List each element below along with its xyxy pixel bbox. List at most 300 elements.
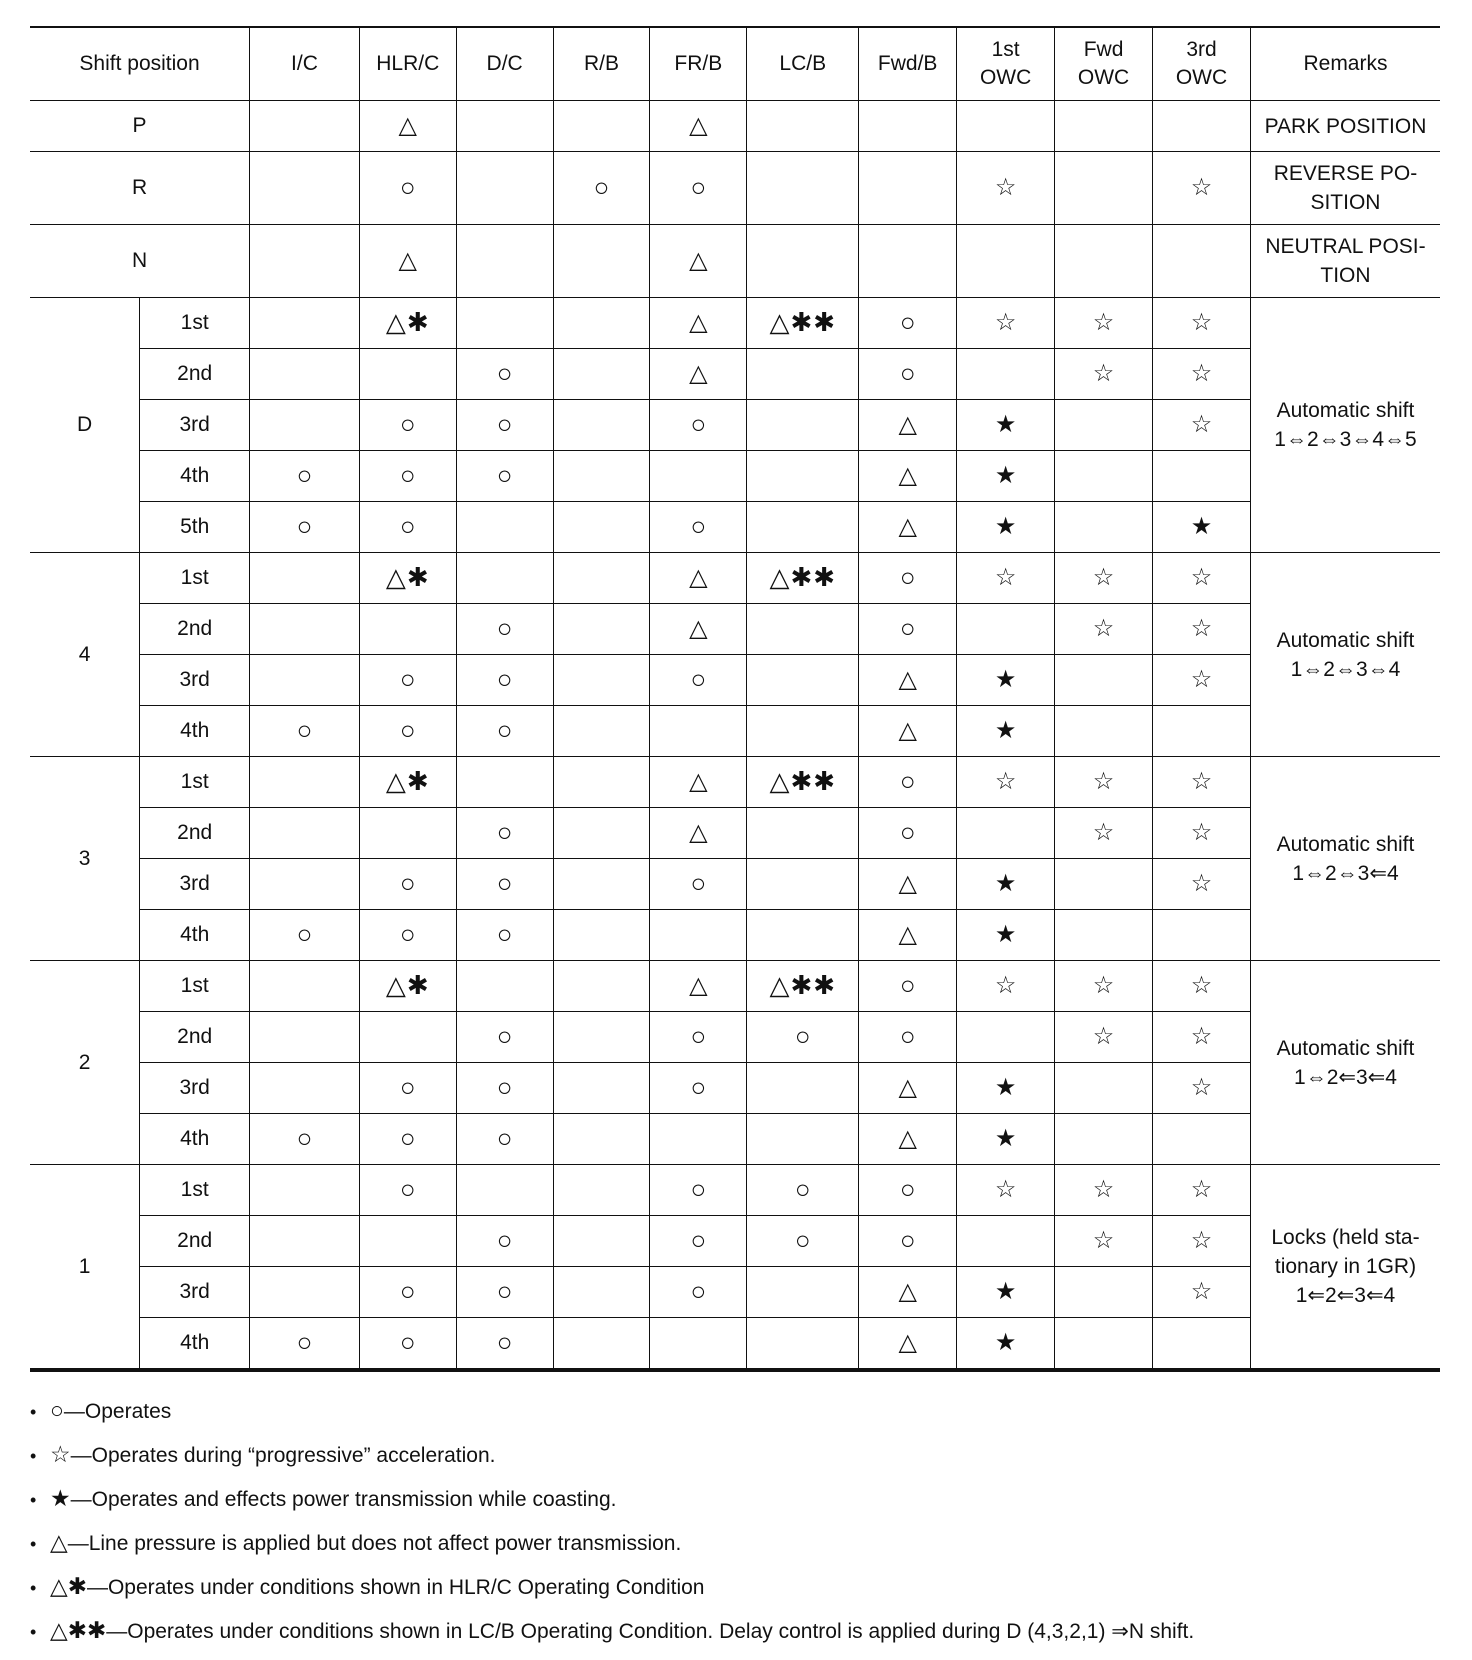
circle-icon: ○ xyxy=(690,409,707,439)
gear-cell: 5th xyxy=(140,502,250,553)
element-status-cell xyxy=(1055,400,1153,451)
bullet-icon: • xyxy=(30,1490,37,1510)
element-status-cell xyxy=(747,1318,859,1371)
element-status-cell xyxy=(747,706,859,757)
element-status-cell xyxy=(1055,1318,1153,1371)
circle-icon: ○ xyxy=(899,817,916,847)
element-status-cell xyxy=(957,101,1055,152)
element-status-cell xyxy=(553,757,650,808)
element-status-cell xyxy=(250,706,360,757)
gear-cell: 3rd xyxy=(140,400,250,451)
table-row xyxy=(30,225,1440,298)
circle-icon: ○ xyxy=(399,1072,416,1102)
table-row xyxy=(30,757,1440,808)
element-status-cell xyxy=(650,1165,747,1216)
filled-star-icon: ★ xyxy=(994,1277,1017,1305)
table-row xyxy=(30,1318,1440,1371)
circle-icon: ○ xyxy=(899,358,916,388)
circle-icon: ○ xyxy=(296,511,313,541)
legend-text: —Operates and effects power transmission while coasting. xyxy=(70,1488,617,1511)
filled-star-icon: ★ xyxy=(994,920,1017,948)
element-status-cell xyxy=(359,859,456,910)
element-status-cell xyxy=(859,349,957,400)
element-status-cell xyxy=(250,1012,360,1063)
circle-icon: ○ xyxy=(690,1174,707,1204)
element-status-cell xyxy=(250,502,360,553)
element-status-cell xyxy=(1153,961,1251,1012)
outline-star-icon: ☆ xyxy=(1190,767,1213,795)
triangle-asterisk-icon: △✱ xyxy=(385,562,430,592)
table-row xyxy=(30,961,1440,1012)
gear-cell: 4th xyxy=(140,1114,250,1165)
element-status-cell xyxy=(747,808,859,859)
element-status-cell xyxy=(553,502,650,553)
element-status-cell xyxy=(957,1012,1055,1063)
bullet-icon: • xyxy=(30,1578,37,1598)
outline-star-icon: ☆ xyxy=(1190,1073,1213,1101)
outline-star-icon: ☆ xyxy=(1092,563,1115,591)
element-status-cell xyxy=(859,553,957,604)
triangle-icon: △ xyxy=(689,563,708,591)
element-status-cell xyxy=(250,1318,360,1371)
circle-icon: ○ xyxy=(496,868,513,898)
circle-icon: ○ xyxy=(690,172,707,202)
element-status-cell xyxy=(359,1114,456,1165)
element-status-cell xyxy=(859,400,957,451)
circle-icon: ○ xyxy=(399,868,416,898)
triangle-icon: △ xyxy=(689,971,708,999)
gear-cell: 2nd xyxy=(140,1012,250,1063)
element-status-cell xyxy=(250,910,360,961)
element-status-cell xyxy=(957,400,1055,451)
outline-star-icon: ☆ xyxy=(1190,614,1213,642)
gear-cell: 3rd xyxy=(140,655,250,706)
element-status-cell xyxy=(456,400,553,451)
circle-icon: ○ xyxy=(296,715,313,745)
shift-position-cell: 1 xyxy=(30,1165,140,1371)
circle-icon: ○ xyxy=(399,172,416,202)
element-status-cell xyxy=(957,553,1055,604)
circle-icon: ○ xyxy=(399,409,416,439)
column-header: Fwd/B xyxy=(859,27,957,101)
element-status-cell xyxy=(456,1267,553,1318)
element-status-cell xyxy=(359,1165,456,1216)
element-status-cell xyxy=(1055,502,1153,553)
element-status-cell xyxy=(859,1063,957,1114)
table-row xyxy=(30,1063,1440,1114)
circle-icon: ○ xyxy=(496,1225,513,1255)
filled-star-icon: ★ xyxy=(994,410,1017,438)
circle-icon: ○ xyxy=(296,460,313,490)
element-status-cell xyxy=(553,1165,650,1216)
circle-icon: ○ xyxy=(496,817,513,847)
element-status-cell xyxy=(859,1216,957,1267)
outline-star-icon: ☆ xyxy=(1190,359,1213,387)
table-row xyxy=(30,1267,1440,1318)
element-status-cell xyxy=(747,1114,859,1165)
bullet-icon: • xyxy=(30,1622,37,1642)
element-status-cell xyxy=(747,502,859,553)
element-status-cell xyxy=(1055,1216,1153,1267)
remarks-cell: Automatic shift 1⇔2⇔3⇐4 xyxy=(1250,757,1440,961)
element-status-cell xyxy=(250,1063,360,1114)
element-status-cell xyxy=(1153,1318,1251,1371)
table-row xyxy=(30,655,1440,706)
element-status-cell xyxy=(650,1063,747,1114)
remarks-cell: Automatic shift 1⇔2⇔3⇔4 xyxy=(1250,553,1440,757)
circle-icon: ○ xyxy=(496,1276,513,1306)
table-row xyxy=(30,859,1440,910)
shift-position-cell: P xyxy=(30,101,250,152)
element-status-cell xyxy=(456,152,553,225)
element-status-cell xyxy=(859,757,957,808)
element-status-cell xyxy=(359,1318,456,1371)
legend-item xyxy=(30,1520,1194,1564)
filled-star-icon: ★ xyxy=(994,665,1017,693)
element-status-cell xyxy=(1153,298,1251,349)
outline-star-icon: ☆ xyxy=(1190,1226,1213,1254)
element-status-cell xyxy=(1153,349,1251,400)
element-status-cell xyxy=(553,604,650,655)
element-status-cell xyxy=(650,706,747,757)
circle-icon: ○ xyxy=(296,1327,313,1357)
table-row xyxy=(30,553,1440,604)
circle-icon: ○ xyxy=(899,613,916,643)
legend-item xyxy=(30,1388,1194,1432)
element-status-cell xyxy=(859,1267,957,1318)
element-status-cell xyxy=(250,1216,360,1267)
circle-icon: ○ xyxy=(399,460,416,490)
element-status-cell xyxy=(1153,604,1251,655)
element-status-cell xyxy=(859,808,957,859)
element-status-cell xyxy=(1055,706,1153,757)
operation-table xyxy=(30,26,1440,1372)
element-status-cell xyxy=(456,604,553,655)
element-status-cell xyxy=(359,400,456,451)
element-status-cell xyxy=(553,101,650,152)
element-status-cell xyxy=(1153,553,1251,604)
element-status-cell xyxy=(250,859,360,910)
element-status-cell xyxy=(650,910,747,961)
element-status-cell xyxy=(859,910,957,961)
element-status-cell xyxy=(1055,152,1153,225)
element-status-cell xyxy=(650,152,747,225)
element-status-cell xyxy=(957,451,1055,502)
element-status-cell xyxy=(747,961,859,1012)
clutch-brake-operation-sheet xyxy=(30,26,1440,1643)
element-status-cell xyxy=(359,808,456,859)
element-status-cell xyxy=(957,655,1055,706)
outline-star-icon: ☆ xyxy=(1092,308,1115,336)
element-status-cell xyxy=(859,1165,957,1216)
element-status-cell xyxy=(359,910,456,961)
element-status-cell xyxy=(553,152,650,225)
element-status-cell xyxy=(456,451,553,502)
triangle-icon: △ xyxy=(898,1124,917,1152)
element-status-cell xyxy=(859,1114,957,1165)
circle-icon: ○ xyxy=(399,1174,416,1204)
remarks-cell: Locks (held sta- tionary in 1GR) 1⇐2⇐3⇐4 xyxy=(1250,1165,1440,1371)
shift-position-cell: D xyxy=(30,298,140,553)
element-status-cell xyxy=(1055,553,1153,604)
element-status-cell xyxy=(1153,706,1251,757)
circle-icon: ○ xyxy=(899,562,916,592)
element-status-cell xyxy=(1153,1114,1251,1165)
element-status-cell xyxy=(957,152,1055,225)
triangle-icon: △ xyxy=(50,1529,68,1555)
element-status-cell xyxy=(359,101,456,152)
element-status-cell xyxy=(747,655,859,706)
remarks-cell: PARK POSITION xyxy=(1250,101,1440,152)
circle-icon: ○ xyxy=(399,715,416,745)
shift-position-cell: 3 xyxy=(30,757,140,961)
element-status-cell xyxy=(650,298,747,349)
element-status-cell xyxy=(250,400,360,451)
element-status-cell xyxy=(359,298,456,349)
element-status-cell xyxy=(359,502,456,553)
column-header: D/C xyxy=(456,27,553,101)
gear-cell: 2nd xyxy=(140,604,250,655)
shift-position-cell: N xyxy=(30,225,250,298)
element-status-cell xyxy=(1153,859,1251,910)
column-header: Fwd OWC xyxy=(1055,27,1153,101)
element-status-cell xyxy=(553,349,650,400)
filled-star-icon: ★ xyxy=(994,1124,1017,1152)
filled-star-icon: ★ xyxy=(994,512,1017,540)
element-status-cell xyxy=(553,1114,650,1165)
element-status-cell xyxy=(553,225,650,298)
circle-icon: ○ xyxy=(496,1072,513,1102)
element-status-cell xyxy=(957,1318,1055,1371)
element-status-cell xyxy=(359,1063,456,1114)
circle-icon: ○ xyxy=(399,919,416,949)
legend-text: —Operates during “progressive” acceleration. xyxy=(70,1444,496,1467)
circle-icon: ○ xyxy=(496,409,513,439)
circle-icon: ○ xyxy=(794,1174,811,1204)
element-status-cell xyxy=(553,1216,650,1267)
circle-icon: ○ xyxy=(690,868,707,898)
circle-icon: ○ xyxy=(496,1327,513,1357)
element-status-cell xyxy=(1055,1012,1153,1063)
outline-star-icon: ☆ xyxy=(994,971,1017,999)
triangle-double-asterisk-icon: △✱✱ xyxy=(769,970,837,1000)
gear-cell: 4th xyxy=(140,451,250,502)
circle-icon: ○ xyxy=(496,715,513,745)
outline-star-icon: ☆ xyxy=(50,1441,71,1467)
outline-star-icon: ☆ xyxy=(1092,767,1115,795)
element-status-cell xyxy=(250,1114,360,1165)
gear-cell: 2nd xyxy=(140,349,250,400)
circle-icon: ○ xyxy=(496,919,513,949)
legend-item xyxy=(30,1432,1194,1476)
element-status-cell xyxy=(1153,1216,1251,1267)
element-status-cell xyxy=(553,910,650,961)
element-status-cell xyxy=(456,961,553,1012)
table-row xyxy=(30,152,1440,225)
element-status-cell xyxy=(957,859,1055,910)
circle-icon: ○ xyxy=(899,1021,916,1051)
element-status-cell xyxy=(553,400,650,451)
legend-item xyxy=(30,1564,1194,1608)
element-status-cell xyxy=(859,451,957,502)
element-status-cell xyxy=(747,152,859,225)
outline-star-icon: ☆ xyxy=(1092,1226,1115,1254)
element-status-cell xyxy=(747,451,859,502)
triangle-icon: △ xyxy=(898,1277,917,1305)
element-status-cell xyxy=(957,706,1055,757)
element-status-cell xyxy=(250,961,360,1012)
element-status-cell xyxy=(456,225,553,298)
element-status-cell xyxy=(747,1063,859,1114)
filled-star-icon: ★ xyxy=(994,869,1017,897)
element-status-cell xyxy=(1055,298,1153,349)
legend-text: —Operates xyxy=(63,1400,172,1423)
element-status-cell xyxy=(456,757,553,808)
element-status-cell xyxy=(359,225,456,298)
element-status-cell xyxy=(553,298,650,349)
column-header: I/C xyxy=(250,27,360,101)
element-status-cell xyxy=(456,1114,553,1165)
remarks-cell: Automatic shift 1⇔2⇔3⇔4⇔5 xyxy=(1250,298,1440,553)
outline-star-icon: ☆ xyxy=(994,1175,1017,1203)
triangle-icon: △ xyxy=(898,512,917,540)
element-status-cell xyxy=(250,152,360,225)
element-status-cell xyxy=(747,604,859,655)
element-status-cell xyxy=(553,655,650,706)
triangle-asterisk-icon: △✱ xyxy=(385,307,430,337)
element-status-cell xyxy=(957,757,1055,808)
element-status-cell xyxy=(957,1165,1055,1216)
element-status-cell xyxy=(859,1012,957,1063)
element-status-cell xyxy=(553,859,650,910)
element-status-cell xyxy=(553,808,650,859)
element-status-cell xyxy=(1055,961,1153,1012)
element-status-cell xyxy=(1153,1267,1251,1318)
element-status-cell xyxy=(1153,225,1251,298)
circle-icon: ○ xyxy=(496,460,513,490)
element-status-cell xyxy=(250,553,360,604)
element-status-cell xyxy=(1055,349,1153,400)
element-status-cell xyxy=(553,1012,650,1063)
outline-star-icon: ☆ xyxy=(1190,818,1213,846)
element-status-cell xyxy=(859,706,957,757)
circle-icon: ○ xyxy=(690,1276,707,1306)
element-status-cell xyxy=(1153,808,1251,859)
table-row xyxy=(30,1012,1440,1063)
element-status-cell xyxy=(359,553,456,604)
gear-cell: 4th xyxy=(140,1318,250,1371)
legend-text: —Line pressure is applied but does not affect power transmission. xyxy=(67,1532,682,1555)
element-status-cell xyxy=(1055,655,1153,706)
element-status-cell xyxy=(957,604,1055,655)
element-status-cell xyxy=(650,225,747,298)
element-status-cell xyxy=(250,1267,360,1318)
element-status-cell xyxy=(456,1063,553,1114)
outline-star-icon: ☆ xyxy=(1092,1175,1115,1203)
triangle-icon: △ xyxy=(689,818,708,846)
triangle-double-asterisk-icon: △✱✱ xyxy=(769,562,837,592)
element-status-cell xyxy=(650,859,747,910)
circle-icon: ○ xyxy=(296,1123,313,1153)
element-status-cell xyxy=(957,1063,1055,1114)
element-status-cell xyxy=(650,451,747,502)
element-status-cell xyxy=(359,655,456,706)
element-status-cell xyxy=(650,502,747,553)
element-status-cell xyxy=(250,451,360,502)
remarks-cell: NEUTRAL POSI- TION xyxy=(1250,225,1440,298)
element-status-cell xyxy=(747,400,859,451)
outline-star-icon: ☆ xyxy=(1190,1022,1213,1050)
element-status-cell xyxy=(456,1216,553,1267)
element-status-cell xyxy=(1055,1114,1153,1165)
element-status-cell xyxy=(250,1165,360,1216)
outline-star-icon: ☆ xyxy=(1190,665,1213,693)
element-status-cell xyxy=(553,706,650,757)
element-status-cell xyxy=(747,298,859,349)
outline-star-icon: ☆ xyxy=(994,767,1017,795)
gear-cell: 4th xyxy=(140,910,250,961)
triangle-icon: △ xyxy=(689,308,708,336)
element-status-cell xyxy=(859,604,957,655)
element-status-cell xyxy=(747,859,859,910)
outline-star-icon: ☆ xyxy=(994,173,1017,201)
triangle-icon: △ xyxy=(898,1073,917,1101)
circle-icon: ○ xyxy=(399,511,416,541)
triangle-asterisk-icon: △✱ xyxy=(385,970,430,1000)
circle-icon: ○ xyxy=(399,1276,416,1306)
element-status-cell xyxy=(1153,1012,1251,1063)
table-row xyxy=(30,910,1440,961)
circle-icon: ○ xyxy=(399,664,416,694)
element-status-cell xyxy=(250,655,360,706)
element-status-cell xyxy=(250,298,360,349)
shift-position-cell: 2 xyxy=(30,961,140,1165)
element-status-cell xyxy=(456,910,553,961)
element-status-cell xyxy=(747,757,859,808)
outline-star-icon: ☆ xyxy=(1092,971,1115,999)
element-status-cell xyxy=(250,225,360,298)
outline-star-icon: ☆ xyxy=(1190,869,1213,897)
element-status-cell xyxy=(250,757,360,808)
element-status-cell xyxy=(747,225,859,298)
gear-cell: 3rd xyxy=(140,1267,250,1318)
element-status-cell xyxy=(359,349,456,400)
element-status-cell xyxy=(456,502,553,553)
legend-text: —Operates under conditions shown in LC/B Operating Condition. Delay control is applied during D (4,3,2,1) ⇒N shift. xyxy=(106,1620,1195,1643)
element-status-cell xyxy=(650,1012,747,1063)
element-status-cell xyxy=(250,604,360,655)
element-status-cell xyxy=(859,961,957,1012)
table-row xyxy=(30,604,1440,655)
column-header: HLR/C xyxy=(359,27,456,101)
element-status-cell xyxy=(747,1216,859,1267)
element-status-cell xyxy=(1153,101,1251,152)
circle-icon: ○ xyxy=(690,664,707,694)
circle-icon: ○ xyxy=(496,613,513,643)
column-header: 1st OWC xyxy=(957,27,1055,101)
bullet-icon: • xyxy=(30,1402,37,1422)
circle-icon: ○ xyxy=(690,1021,707,1051)
element-status-cell xyxy=(1153,1063,1251,1114)
column-header: Shift position xyxy=(30,27,250,101)
column-header: Remarks xyxy=(1250,27,1440,101)
element-status-cell xyxy=(747,553,859,604)
element-status-cell xyxy=(957,910,1055,961)
triangle-icon: △ xyxy=(689,614,708,642)
element-status-cell xyxy=(456,1012,553,1063)
circle-icon: ○ xyxy=(496,1021,513,1051)
circle-icon: ○ xyxy=(794,1225,811,1255)
